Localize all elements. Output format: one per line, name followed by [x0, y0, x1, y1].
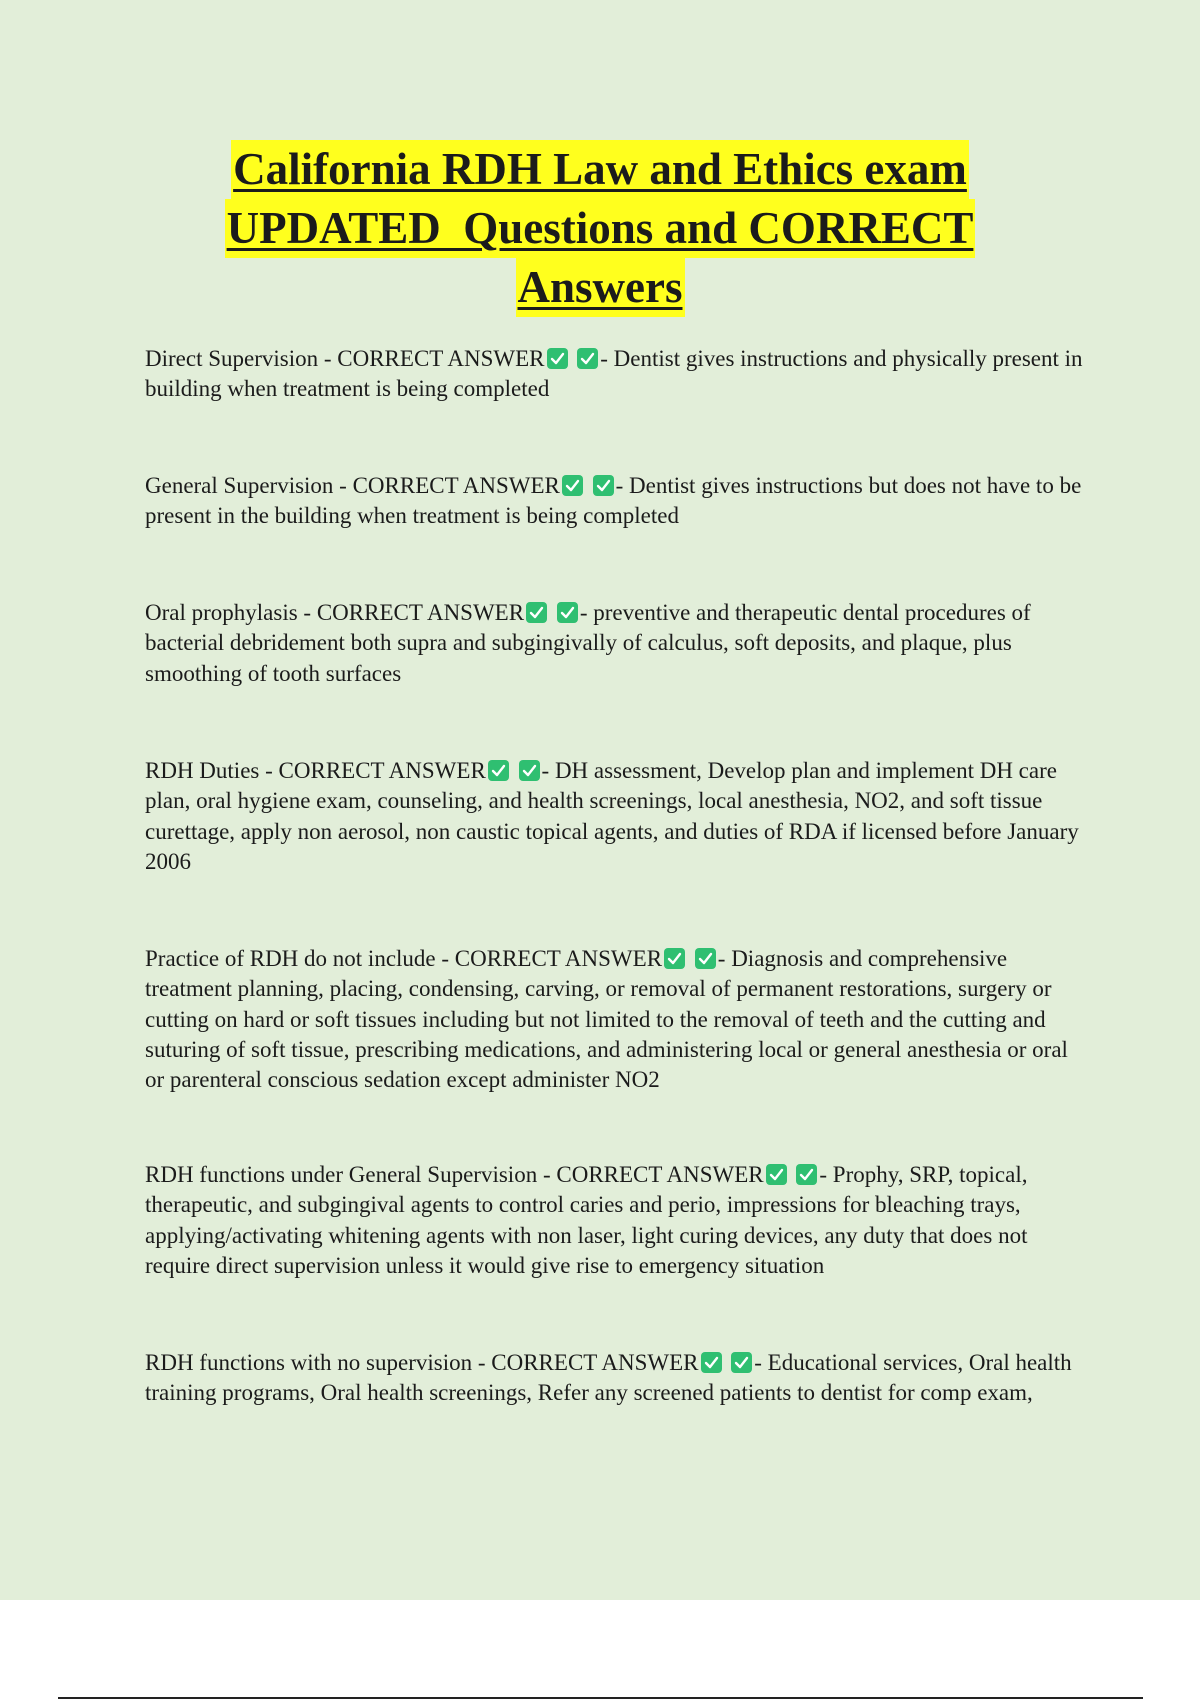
qa-term: General Supervision - — [145, 473, 353, 498]
correct-answer-label: CORRECT ANSWER — [316, 600, 525, 625]
correct-answer-label: CORRECT ANSWER — [556, 1162, 764, 1187]
check-mark-icon — [547, 348, 568, 369]
check-mark-icon — [526, 602, 547, 623]
check-mark-icon — [664, 948, 685, 969]
check-mark-icon — [695, 948, 716, 969]
check-mark-icon — [766, 1164, 787, 1185]
qa-term: RDH functions with no supervision - — [145, 1350, 492, 1375]
correct-answer-label: CORRECT ANSWER — [454, 946, 663, 971]
qa-item-rdh-duties — [145, 756, 1090, 877]
qa-term: Practice of RDH do not include - — [145, 946, 455, 971]
check-mark-icon — [731, 1352, 752, 1373]
qa-answer: - Dentist gives instructions but does not have to be present in the building when treatment is being completed — [145, 473, 1082, 529]
check-mark-icon — [577, 348, 598, 369]
check-mark-icon — [701, 1352, 722, 1373]
title-line-1: California RDH Law and Ethics exam — [231, 140, 969, 199]
qa-item-no-supervision-functions — [145, 1348, 1090, 1409]
qa-answer: - preventive and therapeutic dental procedures of bacterial debridement both supra and subgingivally of calculus, soft deposits, and plaque, plus smoothing of tooth surfaces — [145, 600, 1031, 686]
check-mark-icon — [557, 602, 578, 623]
qa-answer: - Diagnosis and comprehensive treatment planning, placing, condensing, carving, or removal of permanent restorations, surgery or cutting on hard or soft tissues including but not limited to the removal of teeth and the cutting and suturing of soft tissue, prescribing medications, and administering local or general anesthesia or oral or parenteral conscious sedation except administer NO2 — [145, 946, 1068, 1093]
qa-item-direct-supervision — [145, 344, 1090, 405]
title-line-3: Answers — [516, 258, 685, 317]
correct-answer-label: CORRECT ANSWER — [352, 473, 560, 498]
qa-item-practice-exclusions — [145, 944, 1090, 1095]
qa-item-oral-prophylasis — [145, 598, 1090, 689]
footer-divider — [58, 1697, 1143, 1699]
qa-term: RDH functions under General Supervision - — [145, 1162, 557, 1187]
qa-term: Direct Supervision - — [145, 346, 338, 371]
qa-item-general-supervision-functions — [145, 1160, 1090, 1281]
correct-answer-label: CORRECT ANSWER — [278, 758, 486, 783]
document-title — [0, 140, 1200, 317]
qa-term: RDH Duties - — [145, 758, 279, 783]
qa-answer: - DH assessment, Develop plan and implement DH care plan, oral hygiene exam, counseling, and health screenings, local anesthesia, NO2, and soft tissue curettage, apply non aerosol, non caustic topical agents, and duties of RDA if licensed before January 2006 — [145, 758, 1079, 874]
check-mark-icon — [488, 760, 509, 781]
qa-term: Oral prophylasis - — [145, 600, 317, 625]
title-line-2: UPDATED Questions and CORRECT — [225, 199, 976, 258]
correct-answer-label: CORRECT ANSWER — [491, 1350, 699, 1375]
qa-answer: - Prophy, SRP, topical, therapeutic, and subgingival agents to control caries and perio, impressions for bleaching trays, applying/activating whitening agents with non laser, light curing devices, any duty that does not require direct supervision unless it would give rise to emergency situation — [145, 1162, 1028, 1278]
check-mark-icon — [796, 1164, 817, 1185]
check-mark-icon — [593, 475, 614, 496]
check-mark-icon — [562, 475, 583, 496]
qa-answer: - Dentist gives instructions and physically present in building when treatment is being completed — [145, 346, 1083, 402]
qa-item-general-supervision — [145, 471, 1090, 532]
check-mark-icon — [519, 760, 540, 781]
correct-answer-label: CORRECT ANSWER — [337, 346, 545, 371]
qa-answer: - Educational services, Oral health training programs, Oral health screenings, Refer any screened patients to dentist for comp exam, — [145, 1350, 1072, 1406]
